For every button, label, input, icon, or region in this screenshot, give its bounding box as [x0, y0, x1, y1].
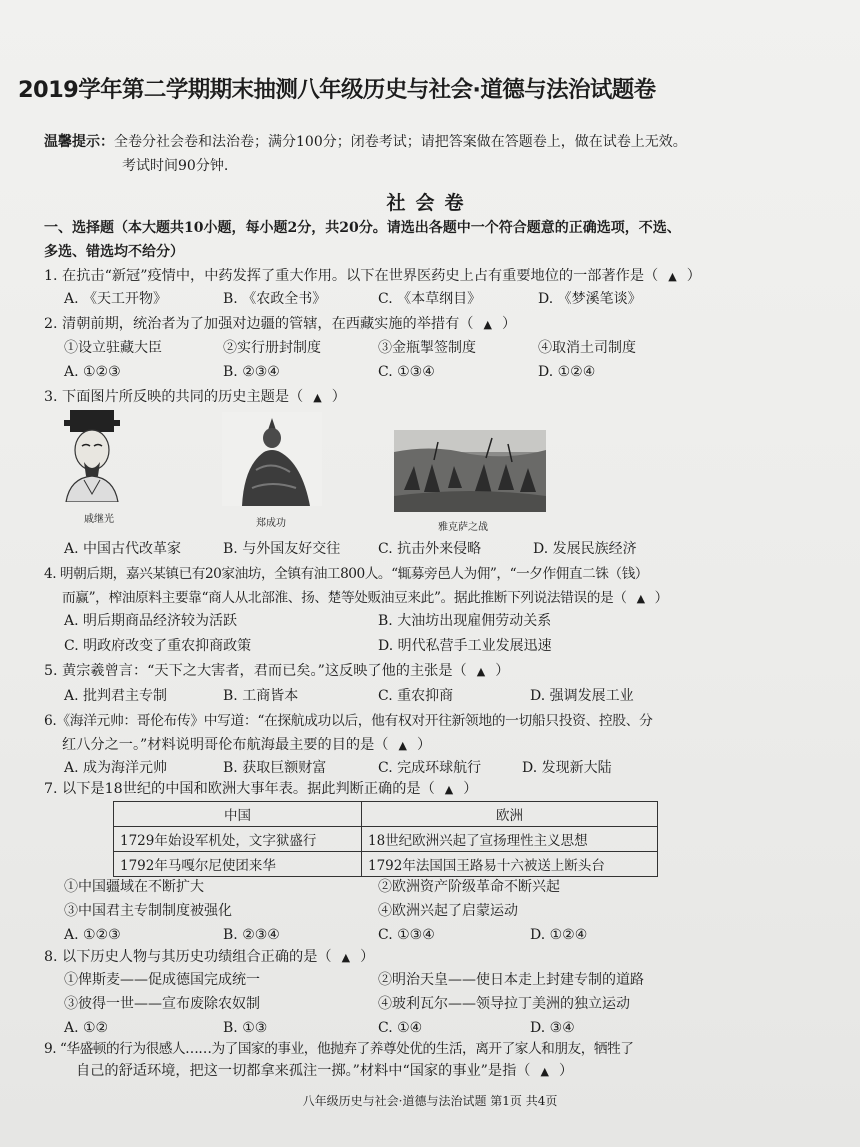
- q3-stem: 3. 下面图片所反映的共同的历史主题是（ ▲ ）: [44, 389, 346, 405]
- section-title: 社会卷: [386, 192, 474, 214]
- q4-line2: 而赢”，榨油原料主要靠“商人从北部淮、扬、楚等处贩油豆来此”。据此推断下列说法错误的是（ ▲ ）: [62, 590, 668, 606]
- answer-marker-icon: ▲: [341, 951, 351, 964]
- part1-heading-line1: 一、选择题（本大题共10小题，每小题2分，共20分。请选出各题中一个符合题意的正确选项，不选、: [44, 220, 681, 236]
- yaksa-battle-image: [394, 430, 546, 512]
- answer-marker-icon: ▲: [313, 391, 322, 404]
- table-header-china: 中国: [114, 802, 362, 827]
- q4-option-c: C. 明政府改变了重农抑商政策: [64, 638, 252, 654]
- q1-option-c: C. 《本草纲目》: [378, 291, 482, 307]
- answer-marker-icon: ▲: [483, 318, 492, 331]
- q8-item-1: ①俾斯麦——促成德国完成统一: [64, 972, 260, 988]
- q7-item-1: ①中国疆域在不断扩大: [64, 879, 204, 895]
- q5-option-a: A. 批判君主专制: [64, 688, 168, 704]
- tip-line1: 全卷分社会卷和法治卷；满分100分；闭卷考试；请把答案做在答题卷上，做在试卷上无效。: [114, 134, 687, 150]
- q6-option-c: C. 完成环球航行: [378, 760, 482, 776]
- q8-item-3: ③彼得一世——宣布废除农奴制: [64, 996, 260, 1012]
- q5-option-b: B. 工商皆本: [223, 688, 299, 704]
- q5-stem: 5. 黄宗羲曾言：“天下之大害者，君而已矣。”这反映了他的主张是（ ▲ ）: [44, 663, 510, 679]
- q1-stem: 1. 在抗击“新冠”疫情中，中药发挥了重大作用。以下在世界医药史上占有重要地位的一部著作是（ ▲ ）: [44, 268, 701, 284]
- q1-option-b: B. 《农政全书》: [223, 291, 327, 307]
- answer-marker-icon: ▲: [398, 739, 407, 752]
- q6-option-a: A. 成为海洋元帅: [64, 760, 168, 776]
- q3-caption-1: 戚继光: [84, 514, 114, 525]
- q3-option-b: B. 与外国友好交往: [223, 541, 341, 557]
- q2-option-c: C. ①③④: [378, 364, 435, 380]
- q5-option-c: C. 重农抑商: [378, 688, 454, 704]
- q2-item-1: ①设立驻藏大臣: [64, 340, 162, 356]
- q4-option-b: B. 大油坊出现雇佣劳动关系: [378, 613, 552, 629]
- tip-line2: 考试时间90分钟.: [122, 158, 229, 174]
- table-cell: 1729年始设军机处，文字狱盛行: [114, 827, 362, 852]
- table-header-europe: 欧洲: [362, 802, 658, 827]
- answer-marker-icon: ▲: [476, 665, 486, 678]
- q3-option-a: A. 中国古代改革家: [64, 541, 182, 557]
- table-cell: 18世纪欧洲兴起了宣扬理性主义思想: [362, 827, 658, 852]
- q5-option-d: D. 强调发展工业: [530, 688, 634, 704]
- q4-option-a: A. 明后期商品经济较为活跃: [64, 613, 238, 629]
- q2-option-a: A. ①②③: [64, 364, 121, 380]
- exam-tip: [44, 130, 687, 178]
- part1-heading-line2: 多选、错选均不给分）: [44, 244, 184, 260]
- q1-option-a: A. 《天工开物》: [64, 291, 168, 307]
- q3-option-d: D. 发展民族经济: [533, 541, 637, 557]
- q7-option-a: A. ①②③: [64, 927, 121, 943]
- q9-line1: 9. “华盛顿的行为很感人……为了国家的事业，他抛弃了养尊处优的生活，离开了家人和朋友，牺牲了: [44, 1041, 634, 1057]
- q2-item-4: ④取消土司制度: [538, 340, 636, 356]
- table-cell: 1792年马嘎尔尼使团来华: [114, 852, 362, 877]
- q8-item-4: ④玻利瓦尔——领导拉丁美洲的独立运动: [378, 996, 630, 1012]
- page-footer: 八年级历史与社会·道德与法治试题 第1页 共4页: [302, 1094, 558, 1108]
- q7-item-3: ③中国君主专制制度被强化: [64, 903, 232, 919]
- q2-stem: 2. 清朝前期，统治者为了加强对边疆的管辖，在西藏实施的举措有（ ▲ ）: [44, 316, 517, 332]
- q7-item-2: ②欧洲资产阶级革命不断兴起: [378, 879, 560, 895]
- q9-line2: 自己的舒适环境，把这一切都拿来孤注一掷。”材料中“国家的事业”是指（ ▲ ）: [76, 1063, 574, 1079]
- q8-stem: 8. 以下历史人物与其历史功绩组合正确的是（ ▲ ）: [44, 949, 375, 965]
- answer-marker-icon: ▲: [444, 783, 454, 796]
- q7-option-b: B. ②③④: [223, 927, 280, 943]
- q8-option-c: C. ①④: [378, 1020, 423, 1036]
- q7-stem: 7. 以下是18世纪的中国和欧洲大事年表。据此判断正确的是（ ▲ ）: [44, 781, 478, 797]
- table-row: [114, 852, 658, 877]
- table-cell: 1792年法国国王路易十六被送上断头台: [362, 852, 658, 877]
- exam-title: 2019学年第二学期期末抽测八年级历史与社会·道德与法治试题卷: [18, 77, 656, 103]
- answer-marker-icon: ▲: [540, 1065, 549, 1078]
- q2-item-2: ②实行册封制度: [223, 340, 321, 356]
- q2-option-b: B. ②③④: [223, 364, 280, 380]
- q7-option-c: C. ①③④: [378, 927, 435, 943]
- q3-caption-3: 雅克萨之战: [438, 522, 488, 533]
- tip-label: 温馨提示：: [44, 134, 114, 150]
- table-header-row: [114, 802, 658, 827]
- q2-item-3: ③金瓶掣签制度: [378, 340, 476, 356]
- q3-option-c: C. 抗击外来侵略: [378, 541, 482, 557]
- q4-option-d: D. 明代私营手工业发展迅速: [378, 638, 552, 654]
- table-row: [114, 827, 658, 852]
- answer-marker-icon: ▲: [668, 270, 677, 283]
- q8-option-a: A. ①②: [64, 1020, 109, 1036]
- q6-option-b: B. 获取巨额财富: [223, 760, 327, 776]
- qi-jiguang-portrait-image: [62, 410, 122, 502]
- q1-option-d: D. 《梦溪笔谈》: [538, 291, 642, 307]
- q4-line1: 4. 明朝后期，嘉兴某镇已有20家油坊，全镇有油工800人。“辄募旁邑人为佣”，“一夕作佣直二铢（钱）: [44, 566, 648, 582]
- q7-events-table: [113, 801, 658, 877]
- q8-option-b: B. ①③: [223, 1020, 268, 1036]
- q7-item-4: ④欧洲兴起了启蒙运动: [378, 903, 518, 919]
- q2-option-d: D. ①②④: [538, 364, 596, 380]
- q6-option-d: D. 发现新大陆: [522, 760, 612, 776]
- answer-marker-icon: ▲: [636, 592, 645, 605]
- q6-line2: 红八分之一。”材料说明哥伦布航海最主要的目的是（ ▲ ）: [62, 737, 432, 753]
- q8-option-d: D. ③④: [530, 1020, 575, 1036]
- zheng-chenggong-statue-image: [222, 412, 322, 506]
- q7-option-d: D. ①②④: [530, 927, 588, 943]
- q6-line1: 6.《海洋元帅：哥伦布传》中写道：“在探航成功以后，他有权对开往新领地的一切船只投资、控股、分: [44, 713, 653, 729]
- q3-caption-2: 郑成功: [256, 518, 286, 529]
- q8-item-2: ②明治天皇——使日本走上封建专制的道路: [378, 972, 644, 988]
